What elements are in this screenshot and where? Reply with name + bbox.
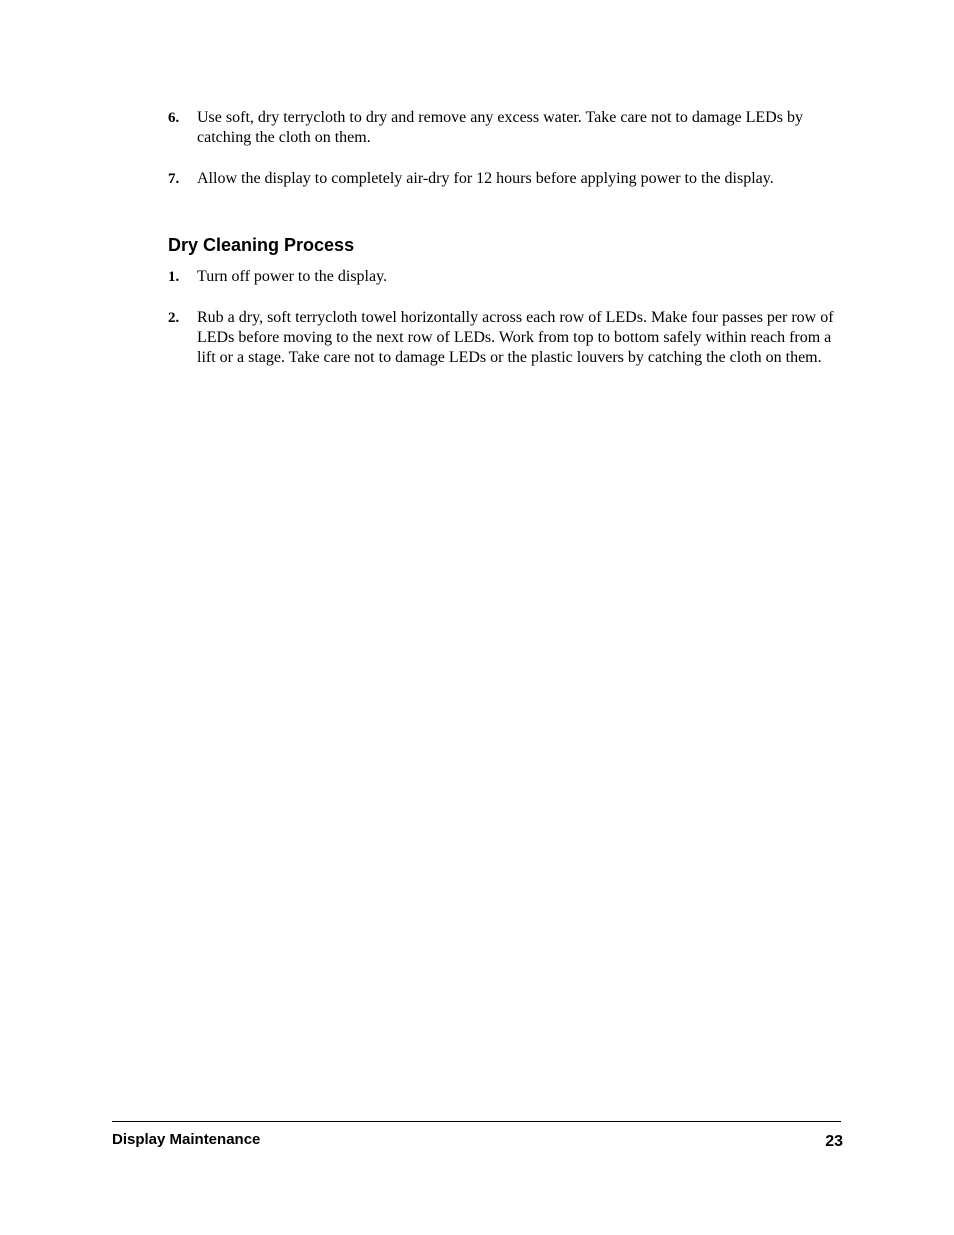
step-number: 2.	[168, 310, 180, 326]
step-text: Use soft, dry terrycloth to dry and remove any excess water. Take care not to damage LEDs by catching the cloth on them.	[197, 109, 803, 146]
section-heading: Dry Cleaning Process	[168, 235, 355, 255]
footer-divider	[112, 1121, 841, 1122]
step-text: Allow the display to completely air-dry for 12 hours before applying power to the display.	[197, 170, 774, 187]
step-text: Turn off power to the display.	[197, 268, 388, 285]
step-text: Rub a dry, soft terrycloth towel horizontally across each row of LEDs. Make four passes per row of LEDs before moving to the next row of LEDs. Work from top to bottom safely within reach from a lift or a stage. Take care not to damage LEDs or the plastic louvers by catching the cloth on them.	[197, 309, 834, 366]
footer-section-title: Display Maintenance	[112, 1131, 261, 1148]
page-number: 23	[825, 1133, 843, 1150]
step-number: 1.	[168, 269, 180, 285]
step-number: 7.	[168, 171, 180, 187]
step-number: 6.	[168, 110, 180, 126]
